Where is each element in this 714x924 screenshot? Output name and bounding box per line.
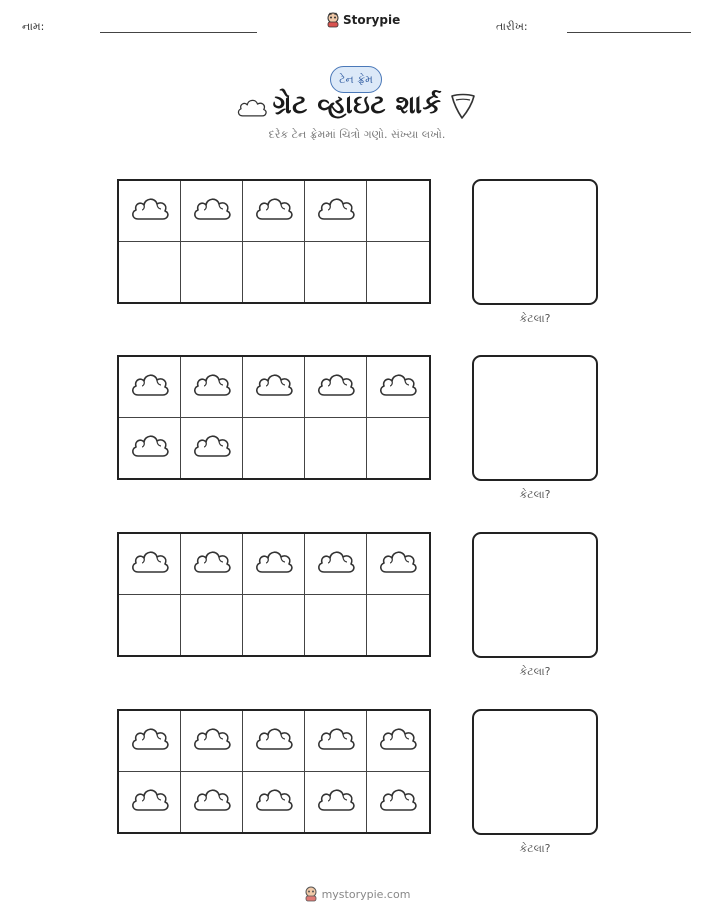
ten-frame-cell	[243, 534, 305, 595]
page-title: ગ્રેટ વ્હાઇટ શાર્ક	[272, 90, 442, 120]
ten-frame-cell	[181, 181, 243, 242]
ten-frame-cell	[181, 242, 243, 303]
cloud-icon	[130, 371, 170, 403]
cloud-icon	[378, 786, 418, 818]
ten-frame-cell	[305, 357, 367, 418]
cloud-icon	[192, 432, 232, 464]
cloud-icon	[316, 548, 356, 580]
ten-frame-cell	[181, 595, 243, 656]
cloud-icon	[254, 786, 294, 818]
answer-box[interactable]	[472, 709, 598, 835]
ten-frame-cell	[243, 772, 305, 833]
ten-frame-cell	[305, 772, 367, 833]
answer-box[interactable]	[472, 179, 598, 305]
cloud-icon	[378, 548, 418, 580]
cloud-icon	[192, 195, 232, 227]
ten-frame	[117, 709, 431, 834]
cloud-icon	[192, 548, 232, 580]
ten-frame-cell	[305, 595, 367, 656]
name-line[interactable]	[100, 32, 257, 33]
cloud-icon	[130, 786, 170, 818]
mascot-icon	[304, 886, 318, 902]
ten-frame	[117, 532, 431, 657]
footer	[0, 886, 714, 902]
brand-logo	[326, 12, 400, 28]
ten-frame-cell	[243, 242, 305, 303]
ten-frame-cell	[305, 181, 367, 242]
cloud-icon	[130, 548, 170, 580]
ten-frame-cell	[181, 418, 243, 479]
ten-frame-cell	[119, 595, 181, 656]
cloud-icon	[254, 371, 294, 403]
ten-frame-cell	[119, 242, 181, 303]
date-line[interactable]	[567, 32, 691, 33]
ten-frame-cell	[367, 418, 429, 479]
ten-frame-cell	[243, 181, 305, 242]
cloud-icon	[378, 725, 418, 757]
ten-frame-cell	[305, 534, 367, 595]
ten-frame-cell	[305, 418, 367, 479]
ten-frame-cell	[119, 711, 181, 772]
ten-frame-cell	[367, 242, 429, 303]
ten-frame-cell	[305, 711, 367, 772]
how-many-label: કેટલા?	[519, 488, 551, 501]
ten-frame	[117, 355, 431, 480]
ten-frame-cell	[367, 595, 429, 656]
ten-frame-cell	[367, 181, 429, 242]
cloud-icon	[254, 725, 294, 757]
shark-tooth-icon	[450, 92, 476, 120]
cloud-icon	[192, 371, 232, 403]
ten-frame-cell	[181, 357, 243, 418]
answer-box[interactable]	[472, 532, 598, 658]
ten-frame-cell	[367, 534, 429, 595]
cloud-icon	[254, 195, 294, 227]
ten-frame-cell	[243, 357, 305, 418]
ten-frame-cell	[243, 418, 305, 479]
ten-frame-cell	[305, 242, 367, 303]
ten-frame-cell	[119, 772, 181, 833]
ten-frame-cell	[367, 772, 429, 833]
ten-frame-cell	[181, 772, 243, 833]
brand-name: Storypie	[343, 13, 401, 27]
date-label: તારીખ:	[496, 20, 528, 33]
ten-frame-cell	[119, 181, 181, 242]
ten-frame-cell	[367, 711, 429, 772]
cloud-icon	[378, 371, 418, 403]
cloud-icon	[130, 432, 170, 464]
ten-frame-cell	[243, 711, 305, 772]
how-many-label: કેટલા?	[519, 842, 551, 855]
ten-frame-cell	[119, 534, 181, 595]
mascot-icon	[326, 12, 340, 28]
cloud-icon	[130, 195, 170, 227]
ten-frame-cell	[181, 534, 243, 595]
ten-frame-cell	[119, 357, 181, 418]
how-many-label: કેટલા?	[519, 312, 551, 325]
name-label: નામ:	[22, 20, 45, 33]
ten-frame-cell	[367, 357, 429, 418]
worksheet-type-badge: ટેન ફ્રેમ	[330, 66, 382, 93]
instructions: દરેક ટેન ફ્રેમમાં ચિત્રો ગણો. સંખ્યા લખો.	[268, 128, 446, 141]
cloud-icon	[192, 786, 232, 818]
cloud-icon	[316, 725, 356, 757]
how-many-label: કેટલા?	[519, 665, 551, 678]
ten-frame-cell	[119, 418, 181, 479]
ten-frame	[117, 179, 431, 304]
ten-frame-cell	[181, 711, 243, 772]
cloud-icon	[254, 548, 294, 580]
ten-frame-cell	[243, 595, 305, 656]
answer-box[interactable]	[472, 355, 598, 481]
cloud-icon	[316, 371, 356, 403]
cloud-icon	[192, 725, 232, 757]
footer-url: mystorypie.com	[321, 887, 411, 901]
cloud-icon	[316, 786, 356, 818]
cloud-icon	[130, 725, 170, 757]
cloud-icon	[316, 195, 356, 227]
